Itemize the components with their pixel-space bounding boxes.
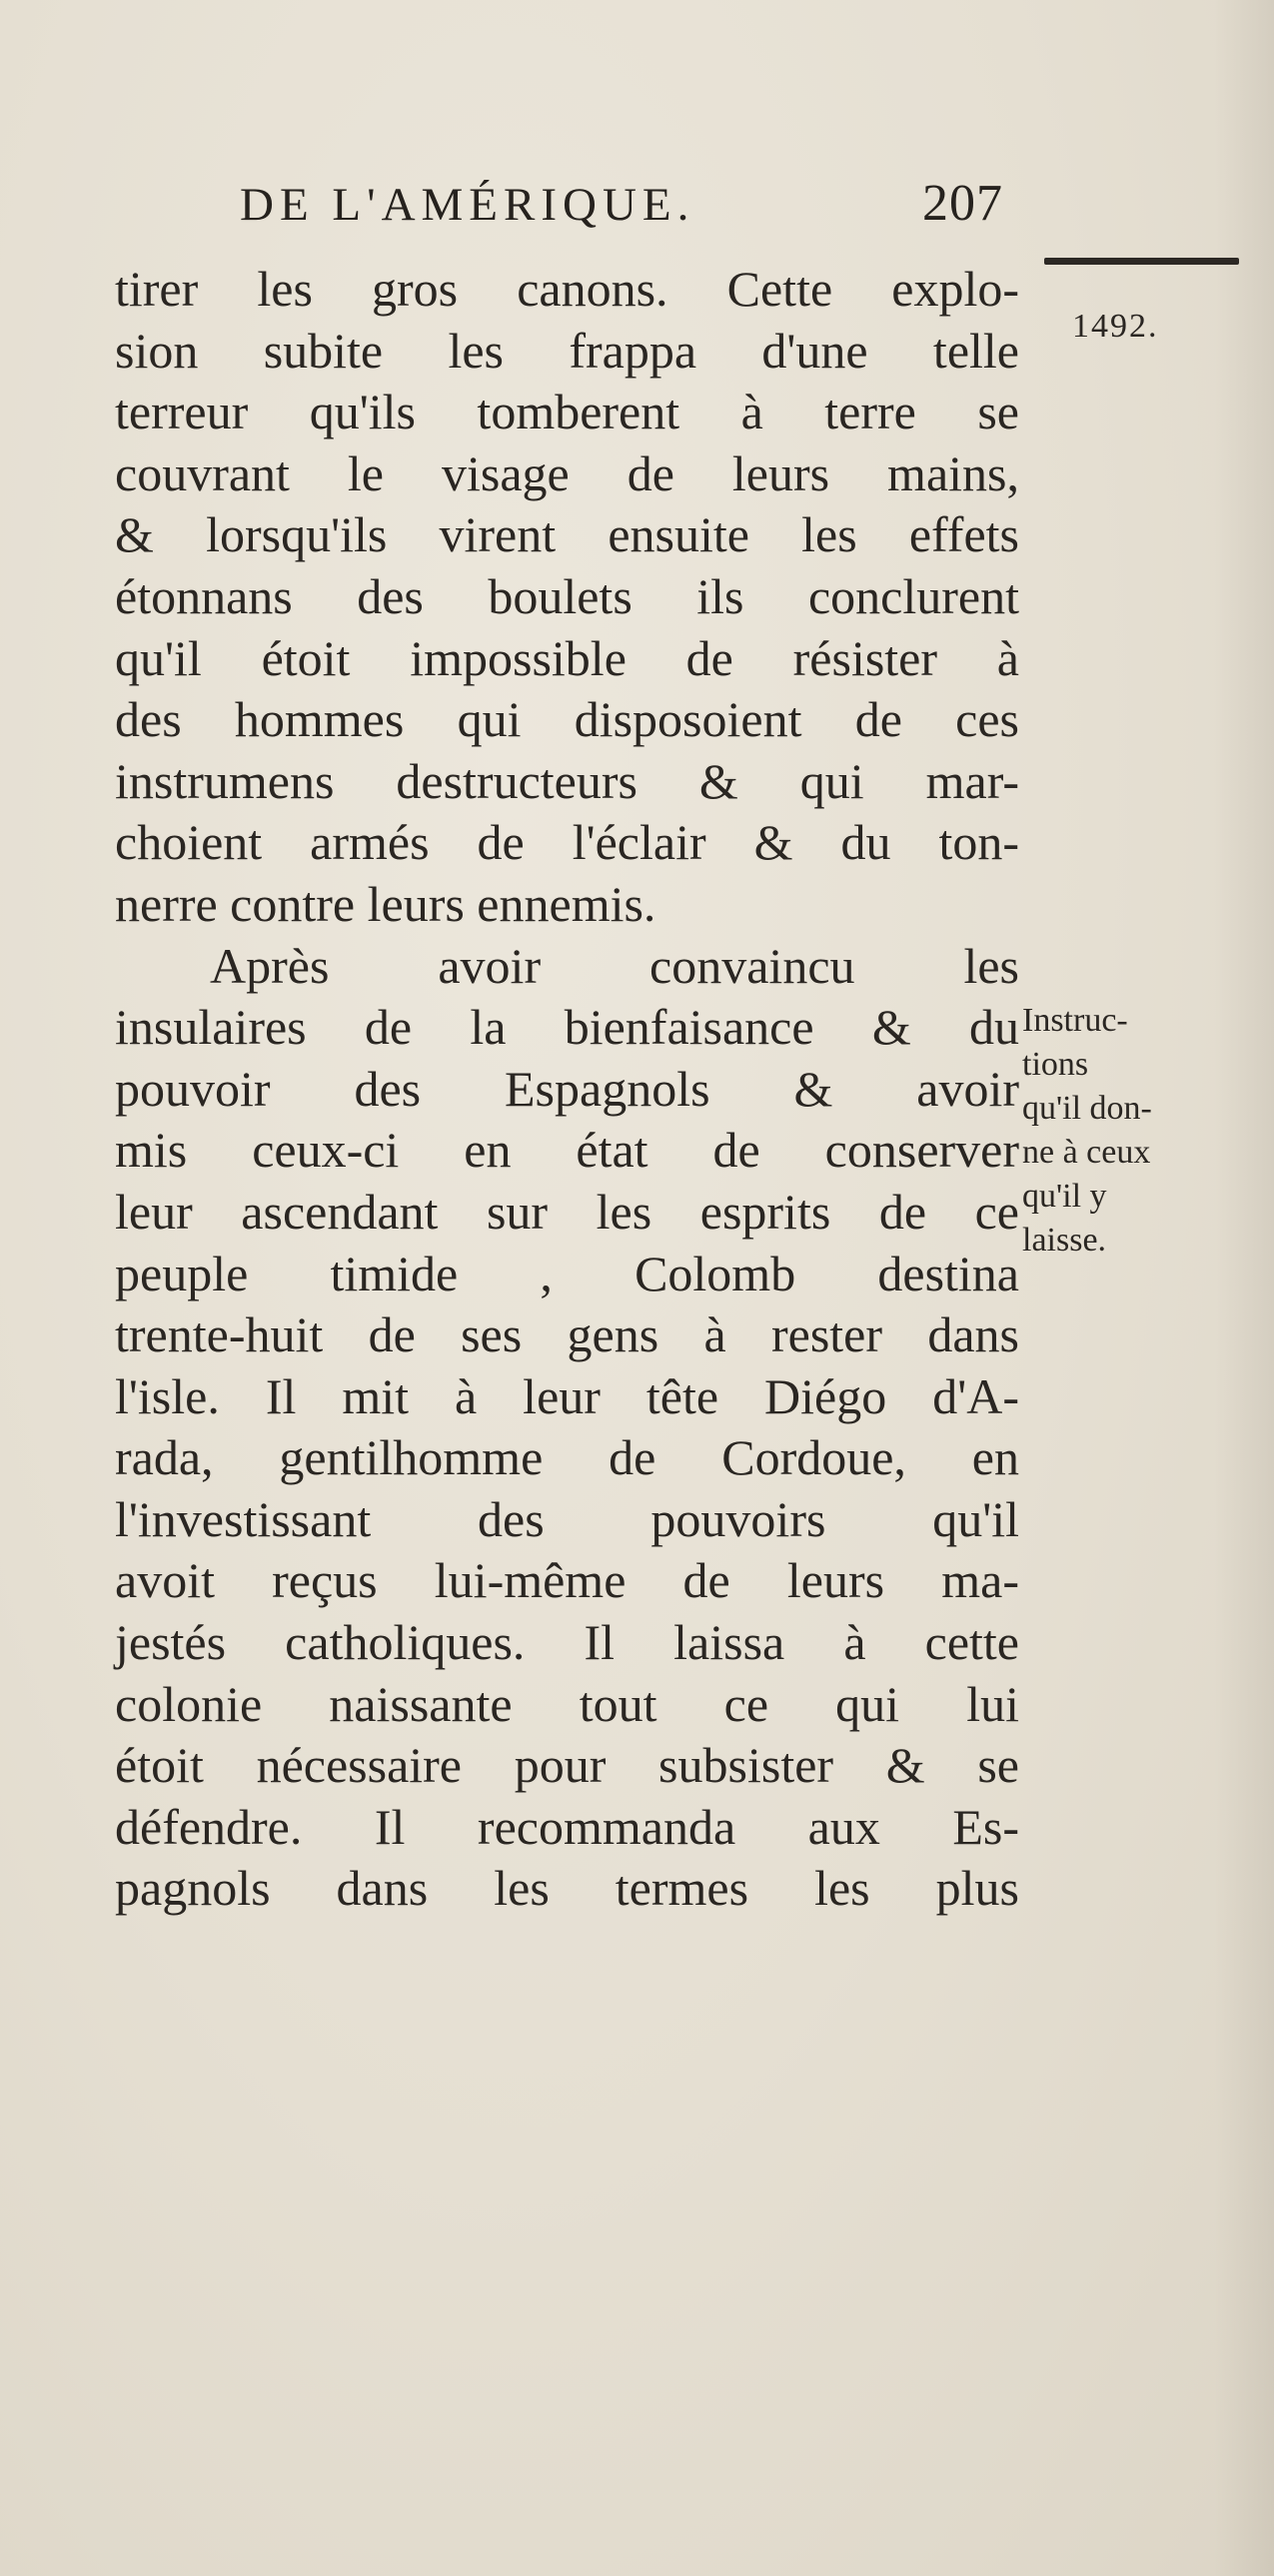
- body-line: choient armés de l'éclair & du ton-: [115, 814, 1019, 871]
- body-line: sion subite les frappa d'une telle: [115, 322, 1019, 379]
- running-title: DE L'AMÉRIQUE.: [240, 179, 695, 231]
- margin-rule: [1044, 258, 1239, 265]
- body-line: des hommes qui disposoient de ces: [115, 691, 1019, 748]
- running-head: [240, 175, 1019, 232]
- margin-year: 1492.: [1072, 308, 1159, 345]
- body-line: pouvoir des Espagnols & avoir: [115, 1060, 1019, 1117]
- body-line: tirer les gros canons. Cette explo-: [115, 261, 1019, 317]
- body-line: défendre. Il recommanda aux Es-: [115, 1798, 1019, 1855]
- margin-note-line: qu'il don-: [1022, 1090, 1152, 1127]
- margin-note-line: Instruc-: [1022, 1002, 1128, 1039]
- margin-note-line: laisse.: [1022, 1222, 1107, 1259]
- margin-note-line: tions: [1022, 1046, 1089, 1083]
- page-number: 207: [922, 175, 1003, 232]
- body-line: jestés catholiques. Il laissa à cette: [115, 1614, 1019, 1671]
- body-line: couvrant le visage de leurs mains,: [115, 444, 1019, 501]
- body-line: terreur qu'ils tomberent à terre se: [115, 384, 1019, 440]
- body-line: étoit nécessaire pour subsister & se: [115, 1737, 1019, 1794]
- body-line: mis ceux-ci en état de conserver: [115, 1122, 1019, 1179]
- body-line: pagnols dans les termes les plus: [115, 1860, 1019, 1917]
- body-line: étonnans des boulets ils conclurent: [115, 567, 1019, 624]
- body-line: l'investissant des pouvoirs qu'il: [115, 1490, 1019, 1547]
- body-text: [115, 259, 1019, 1920]
- body-line: peuple timide , Colomb destina: [115, 1245, 1019, 1301]
- body-line: colonie naissante tout ce qui lui: [115, 1675, 1019, 1732]
- margin-note-line: qu'il y: [1022, 1178, 1107, 1215]
- body-line: insulaires de la bienfaisance & du: [115, 999, 1019, 1056]
- body-line: nerre contre leurs ennemis.: [115, 875, 656, 932]
- body-line: instrumens destructeurs & qui mar-: [115, 752, 1019, 809]
- body-line: l'isle. Il mit à leur tête Diégo d'A-: [115, 1367, 1019, 1424]
- paragraph-start-line: Après avoir convaincu les: [210, 937, 1019, 994]
- margin-note: [1022, 999, 1252, 1263]
- body-line: qu'il étoit impossible de résister à: [115, 629, 1019, 686]
- body-line: & lorsqu'ils virent ensuite les effets: [115, 506, 1019, 563]
- margin-note-line: ne à ceux: [1022, 1134, 1151, 1171]
- body-line: trente-huit de ses gens à rester dans: [115, 1306, 1019, 1363]
- body-line: leur ascendant sur les esprits de ce: [115, 1183, 1019, 1240]
- body-line: avoit reçus lui-même de leurs ma-: [115, 1552, 1019, 1609]
- body-line: rada, gentilhomme de Cordoue, en: [115, 1429, 1019, 1486]
